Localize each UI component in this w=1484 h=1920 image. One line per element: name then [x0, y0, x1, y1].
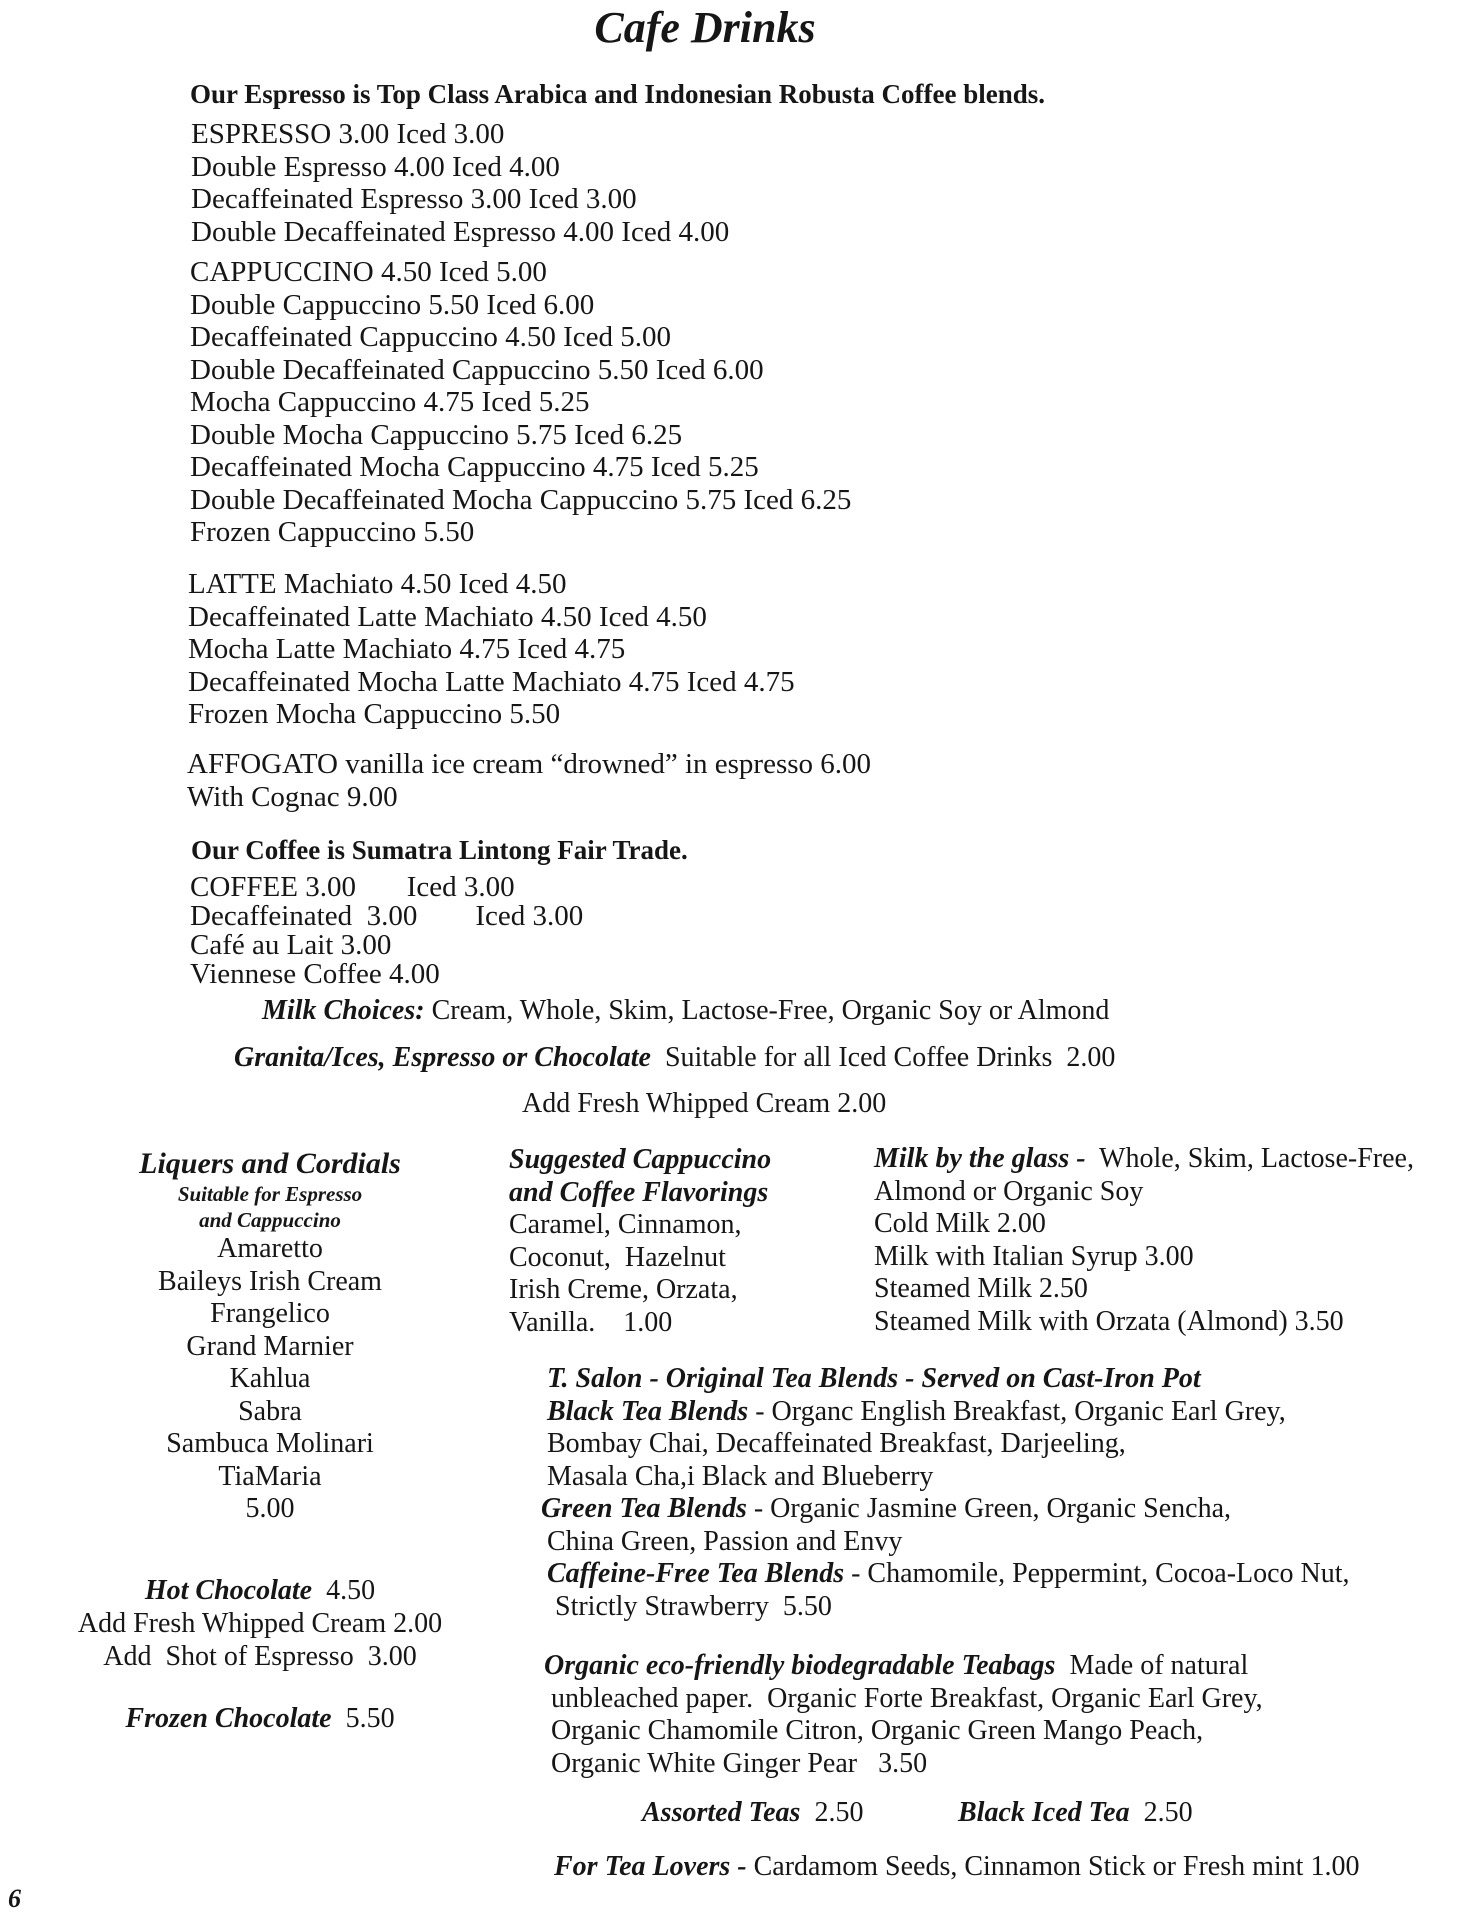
- milk-glass-section: [874, 1143, 1414, 1338]
- list-item: Frangelico: [210, 1298, 330, 1329]
- menu-item: Decaffeinated Cappuccino 4.50 Iced 5.00: [190, 321, 671, 353]
- menu-item: Decaffeinated Latte Machiato 4.50 Iced 4.50: [188, 600, 707, 633]
- menu-item: Decaffeinated 3.00 Iced 3.00: [190, 900, 584, 932]
- tea-lovers-text: Cardamom Seeds, Cinnamon Stick or Fresh mint 1.00: [753, 1851, 1360, 1882]
- black-iced-tea-label: Black Iced Tea: [958, 1797, 1130, 1828]
- black-iced-tea-price: 2.50: [1129, 1797, 1193, 1828]
- milk-choices-text: Cream, Whole, Skim, Lactose-Free, Organic Soy or Almond: [424, 995, 1110, 1026]
- list-item: Bombay Chai, Decaffeinated Breakfast, Darjeeling,: [547, 1428, 1126, 1459]
- frozen-chocolate: [60, 1703, 460, 1735]
- list-item: Cold Milk 2.00: [874, 1208, 1046, 1239]
- list-item: Kahlua: [229, 1363, 311, 1394]
- organic-teabags-text: Made of natural: [1055, 1650, 1249, 1681]
- list-item: Amaretto: [217, 1233, 323, 1264]
- caffeine-free-label: Caffeine-Free Tea Blends: [547, 1558, 845, 1589]
- menu-item: CAPPUCCINO 4.50 Iced 5.00: [190, 256, 547, 288]
- black-iced-tea: [958, 1797, 1193, 1829]
- menu-item: Double Decaffeinated Mocha Cappuccino 5.75 Iced 6.25: [190, 483, 852, 516]
- hot-chocolate-section: [60, 1574, 460, 1673]
- organic-teabags-section: [544, 1650, 1263, 1780]
- frozen-chocolate-label: Frozen Chocolate: [125, 1703, 332, 1734]
- black-tea-label: Black Tea Blends: [547, 1395, 749, 1427]
- espresso-intro: Our Espresso is Top Class Arabica and Indonesian Robusta Coffee blends.: [190, 79, 1045, 109]
- list-item: Strictly Strawberry 5.50: [555, 1590, 832, 1622]
- coffee-list: [190, 873, 583, 989]
- cappuccino-list: [190, 256, 851, 549]
- list-item: Grand Marnier: [186, 1330, 354, 1362]
- coffee-intro: Our Coffee is Sumatra Lintong Fair Trade.: [191, 835, 688, 865]
- hot-chocolate-price: 4.50: [312, 1575, 376, 1606]
- list-item: Sambuca Molinari: [166, 1428, 374, 1459]
- green-tea-text: - Organic Jasmine Green, Organic Sencha,: [746, 1493, 1231, 1524]
- menu-item: COFFEE 3.00 Iced 3.00: [190, 871, 515, 903]
- milk-glass-label: Milk by the glass -: [874, 1143, 1093, 1174]
- menu-item: Decaffeinated Espresso 3.00 Iced 3.00: [191, 183, 637, 215]
- milk-choices: [262, 995, 1109, 1027]
- tea-lovers: [554, 1851, 1359, 1883]
- caffeine-free-text: - Chamomile, Peppermint, Cocoa-Loco Nut,: [844, 1558, 1350, 1589]
- list-item: Baileys Irish Cream: [158, 1265, 382, 1297]
- hot-chocolate-addon: Add Shot of Espresso 3.00: [103, 1641, 417, 1672]
- list-item: Irish Creme, Orzata,: [509, 1274, 738, 1305]
- affogato-list: [187, 748, 871, 813]
- hot-chocolate-addon: Add Fresh Whipped Cream 2.00: [77, 1608, 443, 1639]
- milk-choices-label: Milk Choices:: [262, 995, 425, 1026]
- list-item: Organic White Ginger Pear 3.50: [551, 1747, 928, 1779]
- assorted-teas-label: Assorted Teas: [642, 1797, 801, 1828]
- menu-item: ESPRESSO 3.00 Iced 3.00: [191, 118, 505, 150]
- list-item: Milk with Italian Syrup 3.00: [874, 1240, 1194, 1272]
- menu-item: Frozen Mocha Cappuccino 5.50: [188, 698, 561, 730]
- assorted-teas: [642, 1797, 863, 1829]
- list-item: Steamed Milk 2.50: [874, 1273, 1088, 1304]
- liquers-subheading: Suitable for Espresso: [177, 1182, 363, 1206]
- granita-label: Granita/Ices, Espresso or Chocolate: [234, 1042, 651, 1073]
- list-item: unbleached paper. Organic Forte Breakfast, Organic Earl Grey,: [551, 1682, 1263, 1714]
- granita-line: [234, 1042, 1115, 1074]
- menu-item: Double Espresso 4.00 Iced 4.00: [191, 150, 560, 183]
- milk-glass-text: Whole, Skim, Lactose-Free,: [1092, 1143, 1414, 1174]
- menu-item: Café au Lait 3.00: [190, 929, 392, 961]
- list-item: Organic Chamomile Citron, Organic Green Mango Peach,: [551, 1715, 1204, 1746]
- menu-item: Frozen Cappuccino 5.50: [190, 516, 475, 548]
- hot-chocolate-label: Hot Chocolate: [144, 1575, 313, 1606]
- list-item: Masala Cha,i Black and Blueberry: [547, 1460, 934, 1492]
- page-number: 6: [8, 1884, 21, 1913]
- flavorings-heading: Suggested Cappuccino: [509, 1144, 772, 1175]
- frozen-chocolate-price: 5.50: [331, 1703, 395, 1734]
- liquers-section: [70, 1147, 470, 1526]
- list-item: Vanilla. 1.00: [509, 1306, 673, 1338]
- list-item: Almond or Organic Soy: [874, 1175, 1144, 1207]
- green-tea-label: Green Tea Blends: [541, 1493, 747, 1524]
- organic-teabags-label: Organic eco-friendly biodegradable Teabags: [544, 1650, 1056, 1681]
- menu-item: Double Mocha Cappuccino 5.75 Iced 6.25: [190, 418, 683, 451]
- page-title: Cafe Drinks: [594, 3, 816, 52]
- menu-item: Viennese Coffee 4.00: [190, 958, 440, 990]
- list-item: Sabra: [238, 1395, 302, 1427]
- menu-item: Mocha Latte Machiato 4.75 Iced 4.75: [188, 633, 626, 665]
- menu-item: Decaffeinated Mocha Cappuccino 4.75 Iced 5.25: [190, 451, 759, 483]
- espresso-list: [191, 118, 729, 248]
- menu-item: Double Decaffeinated Espresso 4.00 Iced 4.00: [191, 215, 730, 248]
- menu-item: With Cognac 9.00: [187, 780, 398, 813]
- menu-item: Double Cappuccino 5.50 Iced 6.00: [190, 288, 595, 321]
- whipped-cream-line: Add Fresh Whipped Cream 2.00: [522, 1088, 887, 1119]
- latte-list: [188, 568, 795, 731]
- black-tea-text: - Organc English Breakfast, Organic Earl Grey,: [748, 1395, 1286, 1427]
- menu-item: Decaffeinated Mocha Latte Machiato 4.75 Iced 4.75: [188, 665, 795, 698]
- tea-section: [541, 1363, 1350, 1623]
- tea-lovers-label: For Tea Lovers -: [554, 1851, 754, 1882]
- assorted-teas-price: 2.50: [800, 1797, 864, 1828]
- list-item: TiaMaria: [218, 1460, 322, 1492]
- flavorings-section: [509, 1144, 771, 1339]
- menu-item: Mocha Cappuccino 4.75 Iced 5.25: [190, 386, 590, 418]
- liquers-heading: Liquers and Cordials: [139, 1147, 401, 1180]
- granita-text: Suitable for all Iced Coffee Drinks 2.00: [650, 1042, 1116, 1073]
- list-item: Coconut, Hazelnut: [509, 1241, 726, 1273]
- list-item: China Green, Passion and Envy: [547, 1525, 903, 1557]
- liquers-subheading: and Cappuccino: [199, 1208, 341, 1232]
- menu-item: LATTE Machiato 4.50 Iced 4.50: [188, 568, 567, 600]
- list-item: Steamed Milk with Orzata (Almond) 3.50: [874, 1305, 1344, 1337]
- menu-item: Double Decaffeinated Cappuccino 5.50 Iced 6.00: [190, 353, 764, 386]
- list-item: Caramel, Cinnamon,: [509, 1209, 742, 1240]
- tea-heading: T. Salon - Original Tea Blends - Served on Cast-Iron Pot: [547, 1363, 1201, 1394]
- flavorings-heading: and Coffee Flavorings: [509, 1176, 769, 1208]
- liquers-price: 5.00: [245, 1493, 295, 1524]
- menu-item: AFFOGATO vanilla ice cream “drowned” in espresso 6.00: [187, 748, 872, 780]
